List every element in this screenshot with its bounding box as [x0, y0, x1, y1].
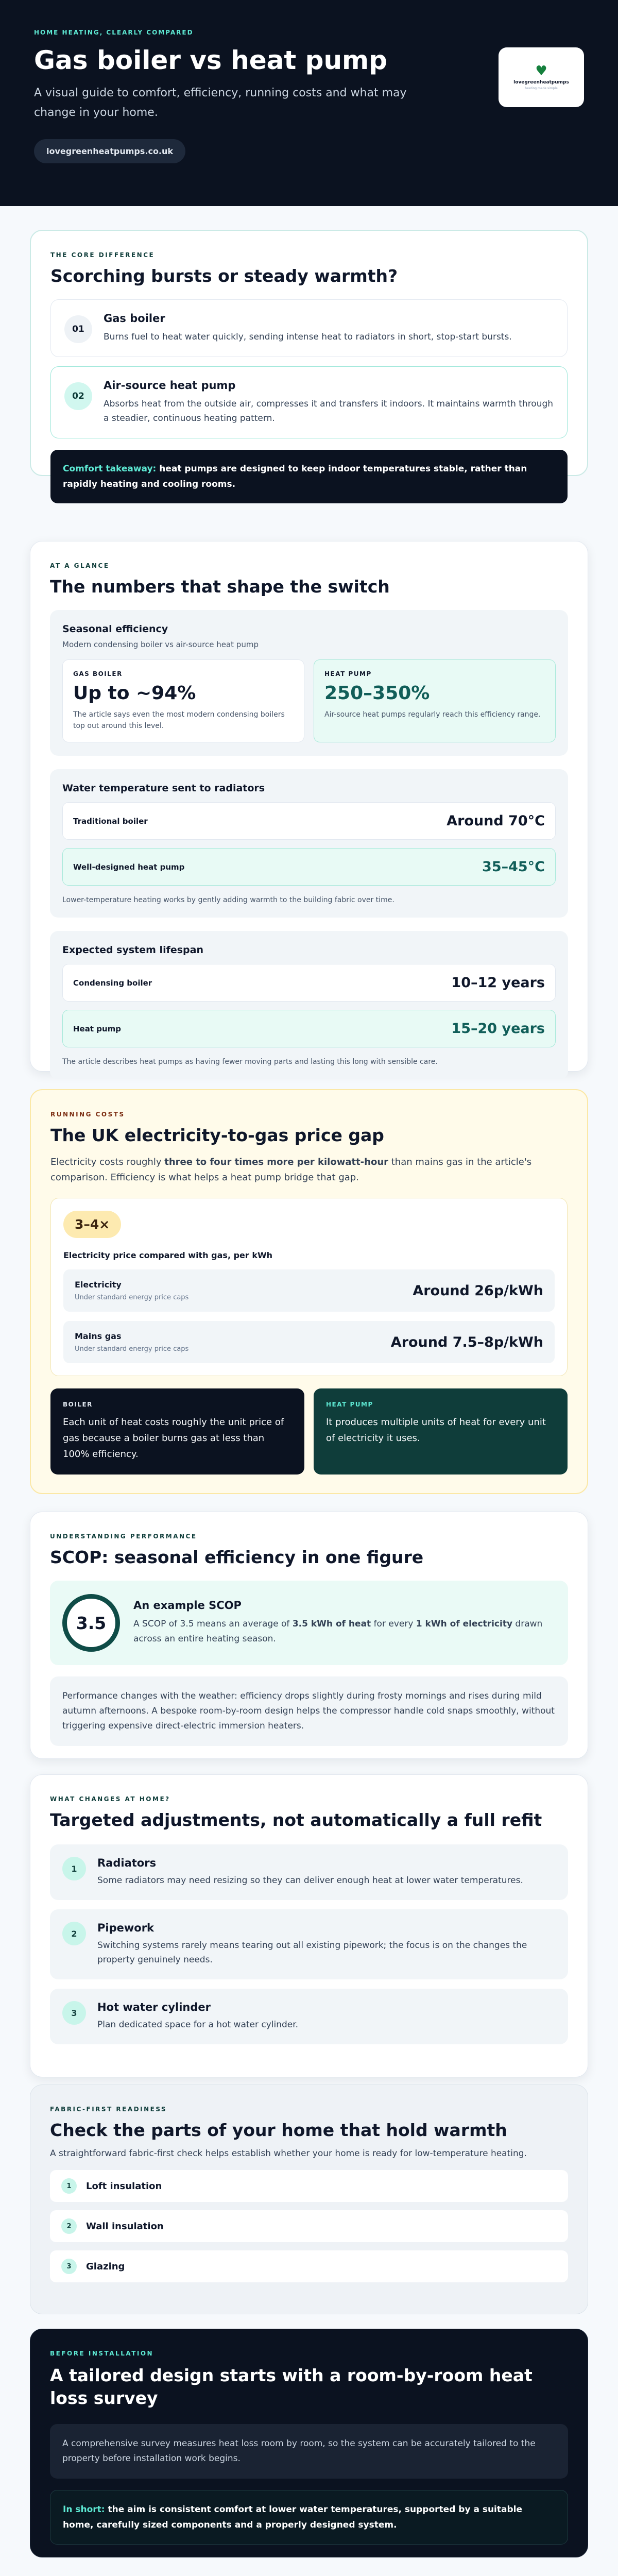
logo-tagline: heating made simple	[525, 87, 558, 90]
step-title: Gas boiler	[104, 312, 165, 325]
efficiency-subtitle: Modern condensing boiler vs air-source heat pump	[62, 640, 259, 649]
boiler-efficiency-note: The article says even the most modern condensing boilers top out around this level.	[73, 710, 285, 730]
takeaway-label: Comfort takeaway:	[63, 464, 157, 474]
boiler-cost-label: BOILER	[63, 1401, 93, 1408]
step-number: 02	[64, 382, 92, 410]
glance-eyebrow: AT A GLANCE	[50, 562, 110, 569]
price-value: Around 7.5–8p/kWh	[390, 1334, 543, 1350]
adjustment-text: Some radiators may need resizing so they can deliver enough heat at lower water temperatures.	[97, 1875, 523, 1886]
scop-title: SCOP: seasonal efficiency in one figure	[50, 1547, 424, 1567]
step-title: Air-source heat pump	[104, 379, 236, 392]
page-title: Gas boiler vs heat pump	[34, 45, 387, 75]
costs-body	[50, 1155, 568, 1185]
costs-body-part: Electricity costs roughly	[50, 1157, 165, 1167]
brand-logo[interactable]	[499, 47, 584, 107]
price-value: Around 26p/kWh	[413, 1282, 543, 1299]
pump-efficiency-value: 250–350%	[324, 683, 430, 704]
survey-panel: A comprehensive survey measures heat loss room by room, so the system can be accurately tailored to the property before installation work begins.	[50, 2424, 568, 2479]
row-label: Traditional boiler	[73, 816, 148, 826]
costs-title: The UK electricity-to-gas price gap	[50, 1125, 384, 1145]
row-value: 35–45°C	[482, 859, 545, 875]
lifespan-panel	[50, 931, 568, 1079]
changes-title: Targeted adjustments, not automatically a full refit	[50, 1810, 542, 1830]
pump-efficiency-card	[314, 659, 556, 742]
adjustment-title: Radiators	[97, 1857, 157, 1869]
adjustment-title: Pipework	[97, 1922, 154, 1934]
water-temp-title: Water temperature sent to radiators	[62, 783, 265, 794]
lifespan-row	[62, 964, 556, 1002]
price-subtext: Under standard energy price caps	[75, 1345, 189, 1353]
gas-boiler-step	[50, 299, 568, 357]
scop-example-title: An example SCOP	[133, 1599, 242, 1612]
scop-card	[30, 1512, 588, 1759]
glance-title: The numbers that shape the switch	[50, 577, 390, 597]
core-eyebrow: THE CORE DIFFERENCE	[50, 251, 155, 259]
boiler-cost-box	[50, 1388, 304, 1475]
heat-pump-step	[50, 366, 568, 438]
costs-eyebrow: RUNNING COSTS	[50, 1111, 125, 1118]
fabric-eyebrow: FABRIC-FIRST READINESS	[50, 2106, 167, 2113]
adjustment-item	[50, 1989, 568, 2044]
adjustment-title: Hot water cylinder	[97, 2001, 211, 2013]
lifespan-row	[62, 1010, 556, 1047]
fabric-first-card	[30, 2084, 588, 2314]
step-text: Burns fuel to heat water quickly, sending intense heat to radiators in short, stop-start bursts.	[104, 332, 512, 342]
scop-text-part: A SCOP of 3.5 means an average of	[133, 1619, 293, 1629]
price-comparison-label: Electricity price compared with gas, per kWh	[63, 1250, 273, 1260]
pump-efficiency-note: Air-source heat pumps regularly reach this efficiency range.	[324, 710, 541, 719]
adjustment-item	[50, 1844, 568, 1900]
check-label: Loft insulation	[86, 2180, 162, 2192]
scop-eyebrow: UNDERSTANDING PERFORMANCE	[50, 1533, 197, 1540]
scop-text-part: for every	[371, 1619, 416, 1629]
hero-header	[0, 0, 618, 206]
water-temp-row	[62, 848, 556, 886]
install-eyebrow: BEFORE INSTALLATION	[50, 2350, 154, 2357]
changes-eyebrow: WHAT CHANGES AT HOME?	[50, 1795, 170, 1803]
scop-example-panel	[50, 1581, 568, 1665]
home-changes-card	[30, 1774, 588, 2077]
row-label: Well-designed heat pump	[73, 862, 185, 872]
takeaway-text: heat pumps are designed to keep indoor temperatures stable, rather than rapidly heating and cooling rooms.	[63, 464, 527, 489]
price-comparison-panel	[50, 1198, 568, 1376]
adjustment-number: 1	[62, 1857, 86, 1880]
pump-label: HEAT PUMP	[324, 670, 372, 677]
comfort-takeaway	[50, 450, 568, 503]
check-number: 2	[61, 2218, 77, 2234]
check-item-glazing	[50, 2250, 568, 2282]
scop-value-ring: 3.5	[62, 1594, 120, 1652]
row-value: 10–12 years	[451, 975, 545, 991]
step-text: Absorbs heat from the outside air, compresses it and transfers it indoors. It maintains warmth through a steadier, continuous heating pattern.	[104, 399, 554, 423]
adjustment-item	[50, 1909, 568, 1979]
scop-example-text	[133, 1617, 556, 1647]
in-short-label: In short:	[63, 2504, 105, 2515]
in-short-panel	[50, 2490, 568, 2545]
pump-cost-label: HEAT PUMP	[326, 1401, 373, 1408]
lifespan-note: The article describes heat pumps as having fewer moving parts and lasting this long with sensible care.	[62, 1058, 438, 1066]
check-item-loft	[50, 2170, 568, 2202]
lifespan-title: Expected system lifespan	[62, 944, 203, 956]
scop-text-bold: 3.5 kWh of heat	[292, 1619, 371, 1629]
row-label: Condensing boiler	[73, 978, 152, 988]
core-title: Scorching bursts or steady warmth?	[50, 266, 398, 286]
pump-cost-box	[314, 1388, 568, 1475]
site-url-pill[interactable]: lovegreenheatpumps.co.uk	[34, 139, 185, 163]
core-difference-card	[30, 230, 588, 489]
check-label: Wall insulation	[86, 2221, 164, 2232]
price-row-gas	[63, 1321, 555, 1363]
row-value: Around 70°C	[447, 813, 545, 829]
hero-eyebrow: HOME HEATING, CLEARLY COMPARED	[34, 29, 194, 36]
before-installation-card	[30, 2329, 588, 2557]
adjustment-text: Switching systems rarely means tearing out all existing pipework; the focus is on the changes the property genuinely needs.	[97, 1940, 527, 1965]
fabric-title: Check the parts of your home that hold warmth	[50, 2120, 507, 2140]
row-label: Heat pump	[73, 1024, 122, 1033]
price-ratio-badge: 3–4×	[63, 1211, 121, 1238]
boiler-efficiency-value: Up to ~94%	[73, 683, 196, 704]
price-name: Mains gas	[75, 1331, 122, 1341]
check-item-wall	[50, 2210, 568, 2242]
adjustment-number: 3	[62, 2001, 86, 2025]
adjustment-number: 2	[62, 1922, 86, 1945]
price-row-electricity	[63, 1269, 555, 1312]
install-title: A tailored design starts with a room-by-room heat loss survey	[50, 2365, 533, 2408]
adjustment-text: Plan dedicated space for a hot water cylinder.	[97, 2020, 299, 2030]
water-temp-row	[62, 802, 556, 840]
step-number: 01	[64, 315, 92, 343]
price-subtext: Under standard energy price caps	[75, 1294, 189, 1301]
in-short-text: the aim is consistent comfort at lower water temperatures, supported by a suitable home, carefully sized components and a properly designed system.	[63, 2504, 523, 2530]
efficiency-title: Seasonal efficiency	[62, 623, 168, 635]
boiler-label: GAS BOILER	[73, 670, 123, 677]
water-temp-note: Lower-temperature heating works by gently adding warmth to the building fabric over time.	[62, 896, 394, 904]
costs-body-part: than mains gas in the article's comparison. Efficiency is what helps a heat pump bridge that gap.	[50, 1157, 532, 1183]
efficiency-panel	[50, 610, 568, 756]
boiler-cost-text: Each unit of heat costs roughly the unit price of gas because a boiler burns gas at less than 100% efficiency.	[63, 1417, 284, 1460]
pump-cost-text: It produces multiple units of heat for every unit of electricity it uses.	[326, 1417, 546, 1444]
row-value: 15–20 years	[451, 1021, 545, 1037]
check-number: 1	[61, 2178, 77, 2194]
logo-text: lovegreenheatpumps	[513, 80, 569, 85]
boiler-efficiency-card	[62, 659, 304, 742]
fabric-subtitle: A straightforward fabric-first check helps establish whether your home is ready for low-temperature heating.	[50, 2148, 527, 2159]
performance-panel: Performance changes with the weather: efficiency drops slightly during frosty mornings and rises during mild autumn afternoons. A bespoke room-by-room design helps the compressor handle cold snaps smoothly, without triggering expensive direct-electric immersion heaters.	[50, 1676, 568, 1746]
scop-text-bold: 1 kWh of electricity	[416, 1619, 513, 1629]
heart-leaf-icon: ♥	[535, 63, 547, 79]
at-a-glance-card	[30, 541, 588, 1072]
price-name: Electricity	[75, 1280, 122, 1290]
scop-text-part: drawn across an entire heating season.	[133, 1619, 543, 1644]
water-temp-panel	[50, 769, 568, 918]
check-label: Glazing	[86, 2261, 125, 2272]
costs-body-bold: three to four times more per kilowatt-hour	[164, 1157, 389, 1167]
running-costs-card	[30, 1089, 588, 1494]
check-number: 3	[61, 2259, 77, 2274]
page-subtitle: A visual guide to comfort, efficiency, running costs and what may change in your home.	[34, 87, 407, 119]
